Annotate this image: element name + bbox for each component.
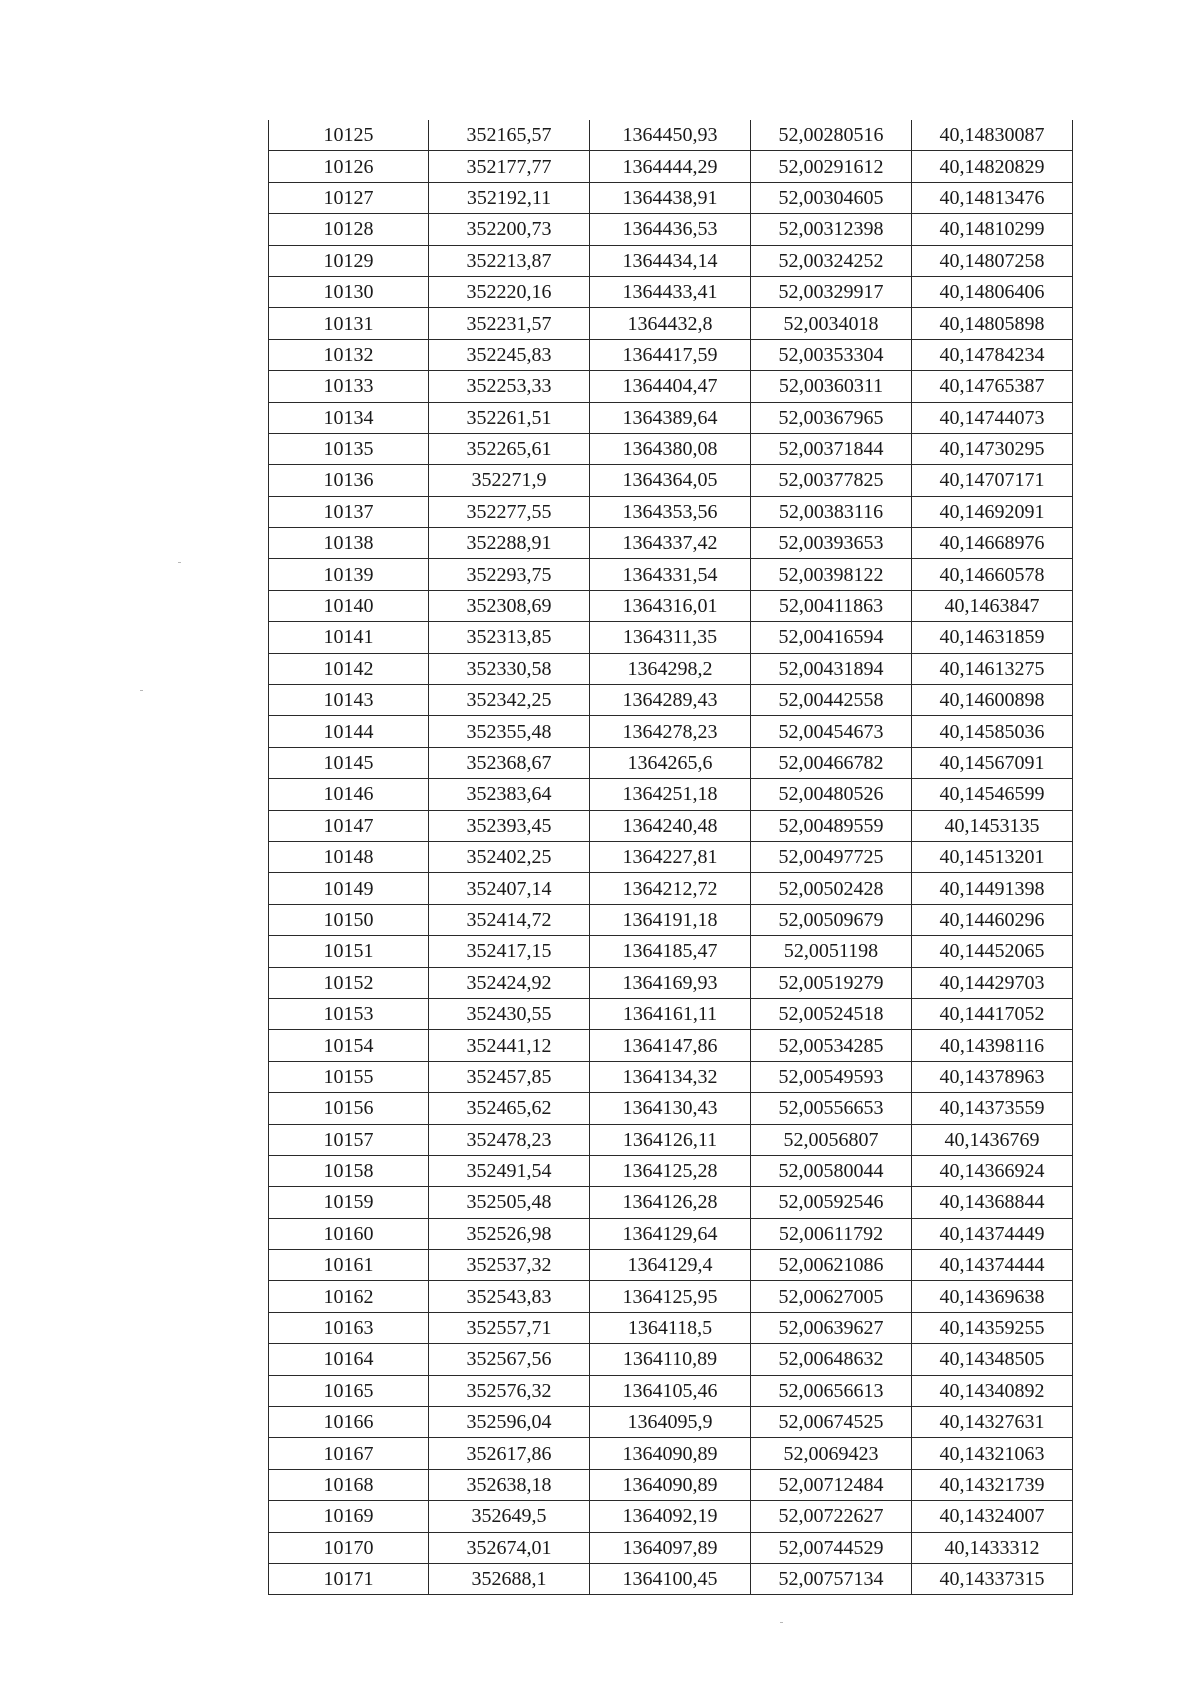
y-coordinate-cell: 1364161,11 [590,998,751,1029]
point-number-cell: 10132 [269,339,429,370]
y-coordinate-cell: 1364436,53 [590,214,751,245]
latitude-cell: 52,00377825 [751,465,912,496]
longitude-cell: 40,14600898 [912,685,1073,716]
point-number-cell: 10168 [269,1469,429,1500]
x-coordinate-cell: 352213,87 [429,245,590,276]
longitude-cell: 40,14513201 [912,841,1073,872]
table-row [269,1563,1073,1594]
point-number-cell: 10146 [269,779,429,810]
longitude-cell: 40,14374444 [912,1250,1073,1281]
y-coordinate-cell: 1364353,56 [590,496,751,527]
latitude-cell: 52,0069423 [751,1438,912,1469]
longitude-cell: 40,14366924 [912,1155,1073,1186]
table-row [269,1469,1073,1500]
latitude-cell: 52,0034018 [751,308,912,339]
latitude-cell: 52,00556653 [751,1093,912,1124]
table-row [269,1061,1073,1092]
x-coordinate-cell: 352271,9 [429,465,590,496]
longitude-cell: 40,14585036 [912,716,1073,747]
x-coordinate-cell: 352674,01 [429,1532,590,1563]
x-coordinate-cell: 352220,16 [429,276,590,307]
latitude-cell: 52,00639627 [751,1312,912,1343]
point-number-cell: 10156 [269,1093,429,1124]
longitude-cell: 40,14374449 [912,1218,1073,1249]
x-coordinate-cell: 352638,18 [429,1469,590,1500]
x-coordinate-cell: 352576,32 [429,1375,590,1406]
table-row [269,716,1073,747]
x-coordinate-cell: 352596,04 [429,1407,590,1438]
table-row [269,1281,1073,1312]
x-coordinate-cell: 352491,54 [429,1155,590,1186]
longitude-cell: 40,14830087 [912,120,1073,151]
x-coordinate-cell: 352465,62 [429,1093,590,1124]
point-number-cell: 10154 [269,1030,429,1061]
longitude-cell: 40,14373559 [912,1093,1073,1124]
latitude-cell: 52,00524518 [751,998,912,1029]
y-coordinate-cell: 1364438,91 [590,182,751,213]
longitude-cell: 40,14340892 [912,1375,1073,1406]
longitude-cell: 40,14321739 [912,1469,1073,1500]
table-row [269,1187,1073,1218]
longitude-cell: 40,14452065 [912,936,1073,967]
longitude-cell: 40,14765387 [912,371,1073,402]
latitude-cell: 52,00312398 [751,214,912,245]
y-coordinate-cell: 1364125,28 [590,1155,751,1186]
latitude-cell: 52,00466782 [751,747,912,778]
x-coordinate-cell: 352293,75 [429,559,590,590]
table-row [269,1030,1073,1061]
latitude-cell: 52,00627005 [751,1281,912,1312]
y-coordinate-cell: 1364126,28 [590,1187,751,1218]
table-row [269,1532,1073,1563]
point-number-cell: 10159 [269,1187,429,1218]
latitude-cell: 52,00722627 [751,1501,912,1532]
longitude-cell: 40,1433312 [912,1532,1073,1563]
latitude-cell: 52,00353304 [751,339,912,370]
point-number-cell: 10128 [269,214,429,245]
latitude-cell: 52,00489559 [751,810,912,841]
longitude-cell: 40,14810299 [912,214,1073,245]
y-coordinate-cell: 1364316,01 [590,590,751,621]
y-coordinate-cell: 1364434,14 [590,245,751,276]
point-number-cell: 10150 [269,904,429,935]
table-row [269,1312,1073,1343]
y-coordinate-cell: 1364169,93 [590,967,751,998]
y-coordinate-cell: 1364364,05 [590,465,751,496]
latitude-cell: 52,00744529 [751,1532,912,1563]
longitude-cell: 40,1453135 [912,810,1073,841]
x-coordinate-cell: 352383,64 [429,779,590,810]
table-row [269,1250,1073,1281]
table-row [269,653,1073,684]
table-row [269,433,1073,464]
table-row [269,1155,1073,1186]
longitude-cell: 40,14546599 [912,779,1073,810]
latitude-cell: 52,00549593 [751,1061,912,1092]
longitude-cell: 40,14820829 [912,151,1073,182]
table-row [269,214,1073,245]
y-coordinate-cell: 1364105,46 [590,1375,751,1406]
latitude-cell: 52,00360311 [751,371,912,402]
y-coordinate-cell: 1364311,35 [590,622,751,653]
table-row [269,1407,1073,1438]
coordinates-table-body [269,120,1073,1595]
table-row [269,402,1073,433]
point-number-cell: 10145 [269,747,429,778]
longitude-cell: 40,14668976 [912,528,1073,559]
longitude-cell: 40,14784234 [912,339,1073,370]
latitude-cell: 52,00411863 [751,590,912,621]
table-row [269,276,1073,307]
point-number-cell: 10126 [269,151,429,182]
longitude-cell: 40,1436769 [912,1124,1073,1155]
latitude-cell: 52,00304605 [751,182,912,213]
x-coordinate-cell: 352308,69 [429,590,590,621]
longitude-cell: 40,14491398 [912,873,1073,904]
y-coordinate-cell: 1364126,11 [590,1124,751,1155]
x-coordinate-cell: 352688,1 [429,1563,590,1594]
table-row [269,747,1073,778]
table-row [269,685,1073,716]
point-number-cell: 10127 [269,182,429,213]
latitude-cell: 52,00519279 [751,967,912,998]
x-coordinate-cell: 352165,57 [429,120,590,151]
y-coordinate-cell: 1364129,4 [590,1250,751,1281]
coordinates-table [268,120,1073,1595]
longitude-cell: 40,14744073 [912,402,1073,433]
longitude-cell: 40,14807258 [912,245,1073,276]
point-number-cell: 10167 [269,1438,429,1469]
table-row [269,465,1073,496]
point-number-cell: 10171 [269,1563,429,1594]
latitude-cell: 52,00534285 [751,1030,912,1061]
point-number-cell: 10170 [269,1532,429,1563]
x-coordinate-cell: 352424,92 [429,967,590,998]
latitude-cell: 52,00393653 [751,528,912,559]
latitude-cell: 52,00442558 [751,685,912,716]
point-number-cell: 10139 [269,559,429,590]
table-row [269,1124,1073,1155]
y-coordinate-cell: 1364278,23 [590,716,751,747]
point-number-cell: 10143 [269,685,429,716]
latitude-cell: 52,0056807 [751,1124,912,1155]
point-number-cell: 10142 [269,653,429,684]
x-coordinate-cell: 352330,58 [429,653,590,684]
y-coordinate-cell: 1364432,8 [590,308,751,339]
y-coordinate-cell: 1364265,6 [590,747,751,778]
y-coordinate-cell: 1364097,89 [590,1532,751,1563]
longitude-cell: 40,14429703 [912,967,1073,998]
scan-speck [780,1622,783,1623]
table-row [269,873,1073,904]
x-coordinate-cell: 352430,55 [429,998,590,1029]
point-number-cell: 10129 [269,245,429,276]
latitude-cell: 52,00329917 [751,276,912,307]
longitude-cell: 40,14398116 [912,1030,1073,1061]
longitude-cell: 40,1463847 [912,590,1073,621]
table-row [269,1344,1073,1375]
point-number-cell: 10158 [269,1155,429,1186]
table-row [269,622,1073,653]
table-row [269,998,1073,1029]
x-coordinate-cell: 352417,15 [429,936,590,967]
y-coordinate-cell: 1364404,47 [590,371,751,402]
x-coordinate-cell: 352537,32 [429,1250,590,1281]
latitude-cell: 52,00416594 [751,622,912,653]
latitude-cell: 52,00280516 [751,120,912,151]
y-coordinate-cell: 1364298,2 [590,653,751,684]
x-coordinate-cell: 352277,55 [429,496,590,527]
table-row [269,1501,1073,1532]
latitude-cell: 52,00431894 [751,653,912,684]
table-row [269,339,1073,370]
x-coordinate-cell: 352567,56 [429,1344,590,1375]
x-coordinate-cell: 352478,23 [429,1124,590,1155]
latitude-cell: 52,00712484 [751,1469,912,1500]
x-coordinate-cell: 352407,14 [429,873,590,904]
y-coordinate-cell: 1364450,93 [590,120,751,151]
y-coordinate-cell: 1364444,29 [590,151,751,182]
point-number-cell: 10157 [269,1124,429,1155]
x-coordinate-cell: 352617,86 [429,1438,590,1469]
point-number-cell: 10148 [269,841,429,872]
x-coordinate-cell: 352253,33 [429,371,590,402]
latitude-cell: 52,00502428 [751,873,912,904]
y-coordinate-cell: 1364134,32 [590,1061,751,1092]
y-coordinate-cell: 1364227,81 [590,841,751,872]
longitude-cell: 40,14327631 [912,1407,1073,1438]
x-coordinate-cell: 352457,85 [429,1061,590,1092]
table-row [269,967,1073,998]
table-row [269,1218,1073,1249]
y-coordinate-cell: 1364129,64 [590,1218,751,1249]
x-coordinate-cell: 352368,67 [429,747,590,778]
x-coordinate-cell: 352288,91 [429,528,590,559]
y-coordinate-cell: 1364092,19 [590,1501,751,1532]
latitude-cell: 52,00371844 [751,433,912,464]
y-coordinate-cell: 1364251,18 [590,779,751,810]
longitude-cell: 40,14805898 [912,308,1073,339]
point-number-cell: 10164 [269,1344,429,1375]
y-coordinate-cell: 1364289,43 [590,685,751,716]
table-row [269,1438,1073,1469]
latitude-cell: 52,00398122 [751,559,912,590]
point-number-cell: 10162 [269,1281,429,1312]
longitude-cell: 40,14660578 [912,559,1073,590]
table-row [269,559,1073,590]
longitude-cell: 40,14813476 [912,182,1073,213]
table-row [269,528,1073,559]
point-number-cell: 10133 [269,371,429,402]
latitude-cell: 52,00621086 [751,1250,912,1281]
x-coordinate-cell: 352505,48 [429,1187,590,1218]
x-coordinate-cell: 352526,98 [429,1218,590,1249]
longitude-cell: 40,14369638 [912,1281,1073,1312]
latitude-cell: 52,00580044 [751,1155,912,1186]
latitude-cell: 52,00656613 [751,1375,912,1406]
point-number-cell: 10169 [269,1501,429,1532]
latitude-cell: 52,00611792 [751,1218,912,1249]
point-number-cell: 10144 [269,716,429,747]
table-row [269,841,1073,872]
point-number-cell: 10165 [269,1375,429,1406]
point-number-cell: 10130 [269,276,429,307]
y-coordinate-cell: 1364095,9 [590,1407,751,1438]
latitude-cell: 52,00648632 [751,1344,912,1375]
y-coordinate-cell: 1364090,89 [590,1469,751,1500]
longitude-cell: 40,14692091 [912,496,1073,527]
point-number-cell: 10138 [269,528,429,559]
latitude-cell: 52,00674525 [751,1407,912,1438]
table-row [269,590,1073,621]
point-number-cell: 10152 [269,967,429,998]
longitude-cell: 40,14348505 [912,1344,1073,1375]
y-coordinate-cell: 1364147,86 [590,1030,751,1061]
y-coordinate-cell: 1364110,89 [590,1344,751,1375]
longitude-cell: 40,14417052 [912,998,1073,1029]
x-coordinate-cell: 352557,71 [429,1312,590,1343]
latitude-cell: 52,00509679 [751,904,912,935]
point-number-cell: 10151 [269,936,429,967]
point-number-cell: 10166 [269,1407,429,1438]
point-number-cell: 10134 [269,402,429,433]
table-row [269,1093,1073,1124]
longitude-cell: 40,14321063 [912,1438,1073,1469]
latitude-cell: 52,0051198 [751,936,912,967]
table-row [269,120,1073,151]
y-coordinate-cell: 1364331,54 [590,559,751,590]
y-coordinate-cell: 1364191,18 [590,904,751,935]
point-number-cell: 10149 [269,873,429,904]
x-coordinate-cell: 352261,51 [429,402,590,433]
latitude-cell: 52,00480526 [751,779,912,810]
table-row [269,779,1073,810]
y-coordinate-cell: 1364380,08 [590,433,751,464]
longitude-cell: 40,14378963 [912,1061,1073,1092]
table-row [269,1375,1073,1406]
point-number-cell: 10147 [269,810,429,841]
y-coordinate-cell: 1364185,47 [590,936,751,967]
latitude-cell: 52,00383116 [751,496,912,527]
table-row [269,182,1073,213]
point-number-cell: 10137 [269,496,429,527]
y-coordinate-cell: 1364100,45 [590,1563,751,1594]
latitude-cell: 52,00324252 [751,245,912,276]
longitude-cell: 40,14707171 [912,465,1073,496]
latitude-cell: 52,00592546 [751,1187,912,1218]
x-coordinate-cell: 352355,48 [429,716,590,747]
x-coordinate-cell: 352265,61 [429,433,590,464]
longitude-cell: 40,14368844 [912,1187,1073,1218]
y-coordinate-cell: 1364433,41 [590,276,751,307]
table-row [269,904,1073,935]
table-row [269,151,1073,182]
x-coordinate-cell: 352192,11 [429,182,590,213]
x-coordinate-cell: 352649,5 [429,1501,590,1532]
x-coordinate-cell: 352200,73 [429,214,590,245]
point-number-cell: 10160 [269,1218,429,1249]
x-coordinate-cell: 352393,45 [429,810,590,841]
y-coordinate-cell: 1364130,43 [590,1093,751,1124]
x-coordinate-cell: 352402,25 [429,841,590,872]
y-coordinate-cell: 1364090,89 [590,1438,751,1469]
point-number-cell: 10125 [269,120,429,151]
x-coordinate-cell: 352231,57 [429,308,590,339]
x-coordinate-cell: 352313,85 [429,622,590,653]
point-number-cell: 10131 [269,308,429,339]
table-row [269,810,1073,841]
y-coordinate-cell: 1364389,64 [590,402,751,433]
y-coordinate-cell: 1364118,5 [590,1312,751,1343]
point-number-cell: 10161 [269,1250,429,1281]
y-coordinate-cell: 1364417,59 [590,339,751,370]
y-coordinate-cell: 1364125,95 [590,1281,751,1312]
x-coordinate-cell: 352543,83 [429,1281,590,1312]
latitude-cell: 52,00367965 [751,402,912,433]
longitude-cell: 40,14460296 [912,904,1073,935]
point-number-cell: 10141 [269,622,429,653]
longitude-cell: 40,14806406 [912,276,1073,307]
table-row [269,245,1073,276]
x-coordinate-cell: 352342,25 [429,685,590,716]
longitude-cell: 40,14337315 [912,1563,1073,1594]
longitude-cell: 40,14613275 [912,653,1073,684]
x-coordinate-cell: 352414,72 [429,904,590,935]
table-row [269,371,1073,402]
latitude-cell: 52,00497725 [751,841,912,872]
latitude-cell: 52,00291612 [751,151,912,182]
table-row [269,936,1073,967]
x-coordinate-cell: 352177,77 [429,151,590,182]
y-coordinate-cell: 1364212,72 [590,873,751,904]
longitude-cell: 40,14324007 [912,1501,1073,1532]
scan-speck [140,690,143,691]
longitude-cell: 40,14359255 [912,1312,1073,1343]
table-row [269,496,1073,527]
x-coordinate-cell: 352441,12 [429,1030,590,1061]
point-number-cell: 10136 [269,465,429,496]
longitude-cell: 40,14631859 [912,622,1073,653]
scan-speck [178,562,181,563]
latitude-cell: 52,00454673 [751,716,912,747]
point-number-cell: 10153 [269,998,429,1029]
table-row [269,308,1073,339]
latitude-cell: 52,00757134 [751,1563,912,1594]
point-number-cell: 10163 [269,1312,429,1343]
point-number-cell: 10135 [269,433,429,464]
y-coordinate-cell: 1364337,42 [590,528,751,559]
y-coordinate-cell: 1364240,48 [590,810,751,841]
longitude-cell: 40,14730295 [912,433,1073,464]
x-coordinate-cell: 352245,83 [429,339,590,370]
longitude-cell: 40,14567091 [912,747,1073,778]
point-number-cell: 10140 [269,590,429,621]
point-number-cell: 10155 [269,1061,429,1092]
